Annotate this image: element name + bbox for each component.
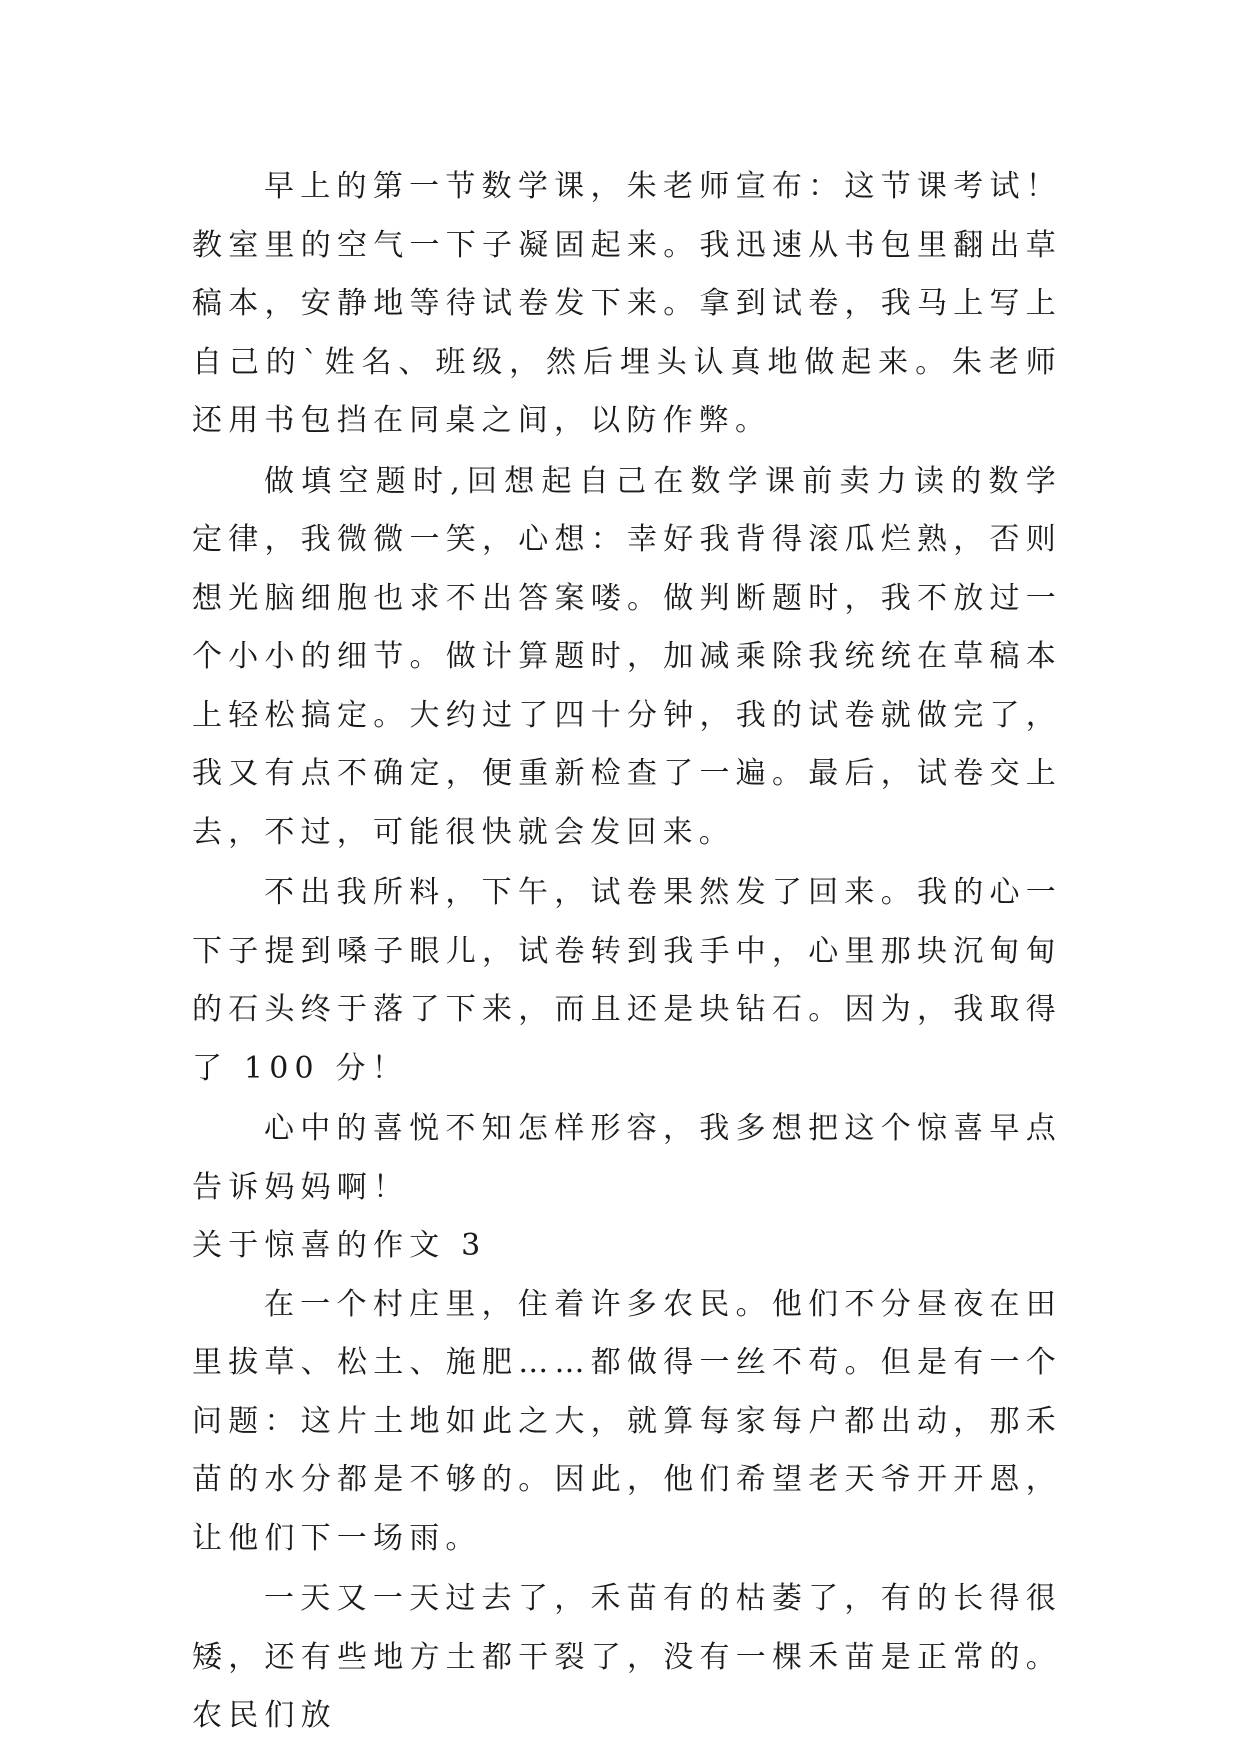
essay-heading: 关于惊喜的作文 3 xyxy=(192,1228,487,1263)
paragraph-exam-result: 不出我所料，下午，试卷果然发了回来。我的心一下子提到嗓子眼儿，试卷转到我手中，心里那块沉甸甸的石头终于落了下来，而且还是块钻石。因为，我取得了 100 分！ xyxy=(192,875,1062,1086)
paragraph-drought: 一天又一天过去了，禾苗有的枯萎了，有的长得很矮，还有些地方土都干裂了，没有一棵禾苗是正常的。农民们放 xyxy=(192,1581,1062,1733)
paragraph-exam-announcement: 早上的第一节数学课，朱老师宣布：这节课考试！教室里的空气一下子凝固起来。我迅速从书包里翻出草稿本，安静地等待试卷发下来。拿到试卷，我马上写上自己的`姓名、班级，然后埋头认真地做起来。朱老师还用书包挡在同桌之间，以防作弊。 xyxy=(192,169,1062,438)
paragraph-joy: 心中的喜悦不知怎样形容，我多想把这个惊喜早点告诉妈妈啊！ xyxy=(192,1111,1062,1205)
document-body xyxy=(192,158,1062,1746)
paragraph-doing-exam: 做填空题时,回想起自己在数学课前卖力读的数学定律，我微微一笑，心想：幸好我背得滚瓜烂熟，否则想光脑细胞也求不出答案喽。做判断题时，我不放过一个小小的细节。做计算题时，加减乘除我统统在草稿本上轻松搞定。大约过了四十分钟，我的试卷就做完了，我又有点不确定，便重新检查了一遍。最后，试卷交上去，不过，可能很快就会发回来。 xyxy=(192,463,1062,850)
paragraph-village-farmers: 在一个村庄里，住着许多农民。他们不分昼夜在田里拔草、松土、施肥……都做得一丝不苟。但是有一个问题：这片土地如此之大，就算每家每户都出动，那禾苗的水分都是不够的。因此，他们希望老天爷开开恩，让他们下一场雨。 xyxy=(192,1286,1062,1556)
